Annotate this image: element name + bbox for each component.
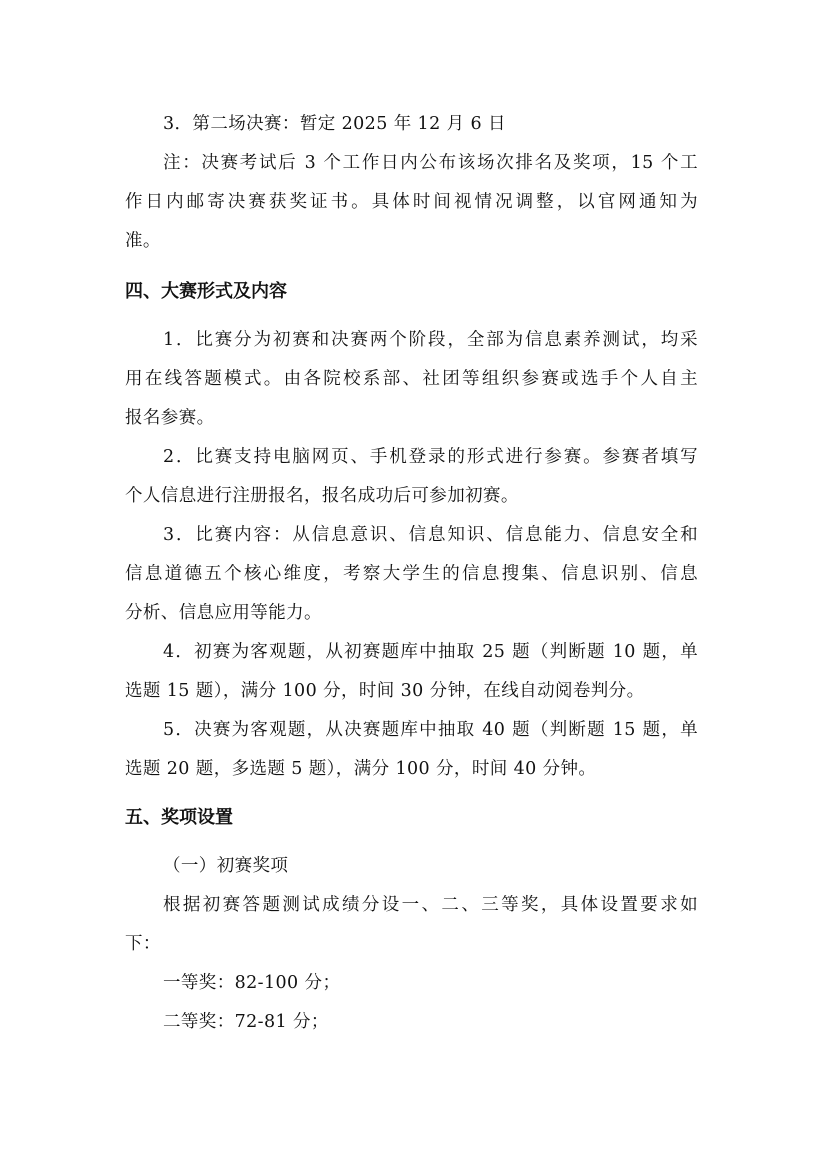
paragraph-line: 选题 20 题，多选题 5 题），满分 100 分，时间 40 分钟。 <box>125 759 597 779</box>
paragraph-line: 3．比赛内容：从信息意识、信息知识、信息能力、信息安全和 <box>163 525 698 545</box>
paragraph-line: 二等奖：72-81 分； <box>163 1012 329 1032</box>
paragraph-line: 分析、信息应用等能力。 <box>125 603 322 623</box>
paragraph-line: 报名参赛。 <box>125 408 215 428</box>
paragraph-line: 3．第二场决赛：暂定 2025 年 12 月 6 日 <box>163 114 506 134</box>
paragraph-line: 用在线答题模式。由各院校系部、社团等组织参赛或选手个人自主 <box>125 369 698 389</box>
paragraph-line: 注：决赛考试后 3 个工作日内公布该场次排名及奖项，15 个工 <box>163 153 698 173</box>
paragraph-line: 选题 15 题），满分 100 分，时间 30 分钟，在线自动阅卷判分。 <box>125 681 645 701</box>
paragraph-line: 4．初赛为客观题，从初赛题库中抽取 25 题（判断题 10 题，单 <box>163 642 698 662</box>
paragraph-line: 一等奖：82-100 分； <box>163 973 341 993</box>
paragraph-line: 下： <box>125 934 161 954</box>
paragraph-line: 5．决赛为客观题，从决赛题库中抽取 40 题（判断题 15 题，单 <box>163 720 698 740</box>
subsection-heading: （一）初赛奖项 <box>163 856 289 876</box>
paragraph-line: 作日内邮寄决赛获奖证书。具体时间视情况调整，以官网通知为 <box>125 192 698 212</box>
paragraph-line: 2．比赛支持电脑网页、手机登录的形式进行参赛。参赛者填写 <box>163 447 698 467</box>
paragraph-line: 根据初赛答题测试成绩分设一、二、三等奖，具体设置要求如 <box>163 895 698 915</box>
paragraph-line: 个人信息进行注册报名，报名成功后可参加初赛。 <box>125 486 519 506</box>
section-heading: 四、大赛形式及内容 <box>125 281 287 302</box>
paragraph-line: 准。 <box>125 231 161 251</box>
section-heading: 五、奖项设置 <box>125 807 233 828</box>
paragraph-line: 信息道德五个核心维度，考察大学生的信息搜集、信息识别、信息 <box>125 564 698 584</box>
paragraph-line: 1．比赛分为初赛和决赛两个阶段，全部为信息素养测试，均采 <box>163 330 698 350</box>
